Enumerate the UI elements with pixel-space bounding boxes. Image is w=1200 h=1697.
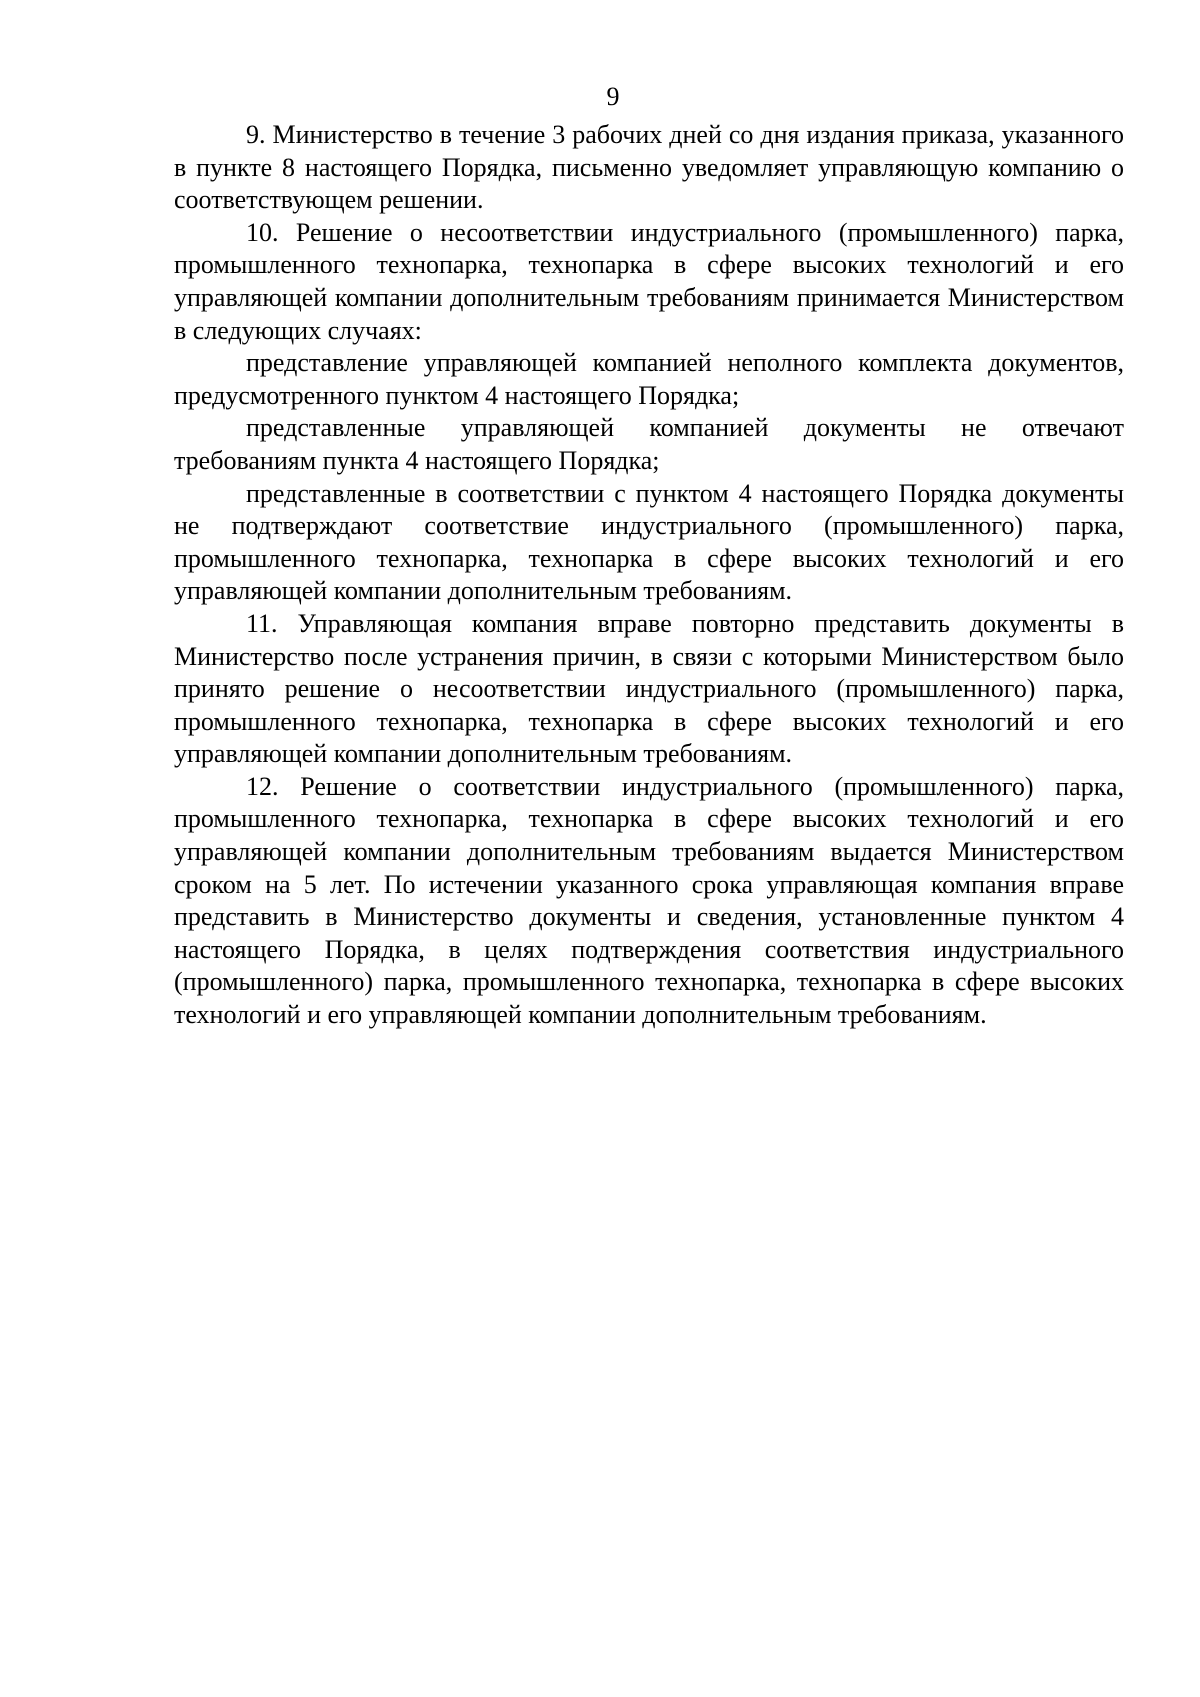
document-body [174,119,1124,1032]
paragraph-10-case-documents-not-confirming: представленные в соответствии с пунктом 4 настоящего Порядка документы не подтверждают соответствие индустриального (промышленного) парка, промышленного технопарка, технопарка в сфере высоких технологий и его управляющей компании дополнительным требованиям. [174,478,1124,606]
paragraph-9: 9. Министерство в течение 3 рабочих дней со дня издания приказа, указанного в пункте 8 настоящего Порядка, письменно уведомляет управляющую компанию о соответствующем решении. [174,120,1124,215]
paragraph-10-case-documents-not-meeting-requirements: представленные управляющей компанией документы не отвечают требованиям пункта 4 настоящего Порядка; [174,413,1124,475]
paragraph-11: 11. Управляющая компания вправе повторно представить документы в Министерство после устранения причин, в связи с которыми Министерством было принято решение о несоответствии индустриального (промышленного) парка, промышленного технопарка, технопарка в сфере высоких технологий и его управляющей компании дополнительным требованиям. [174,608,1124,769]
paragraph-10-case-incomplete-documents: представление управляющей компанией неполного комплекта документов, предусмотренного пунктом 4 настоящего Порядка; [174,348,1124,410]
page-number: 9 [606,82,620,111]
paragraph-12: 12. Решение о соответствии индустриального (промышленного) парка, промышленного технопарка, технопарка в сфере высоких технологий и его управляющей компании дополнительным требованиям выдается Министерством сроком на 5 лет. По истечении указанного срока управляющая компания вправе представить в Министерство документы и сведения, установленные пунктом 4 настоящего Порядка, в целях подтверждения соответствия индустриального (промышленного) парка, промышленного технопарка, технопарка в сфере высоких технологий и его управляющей компании дополнительным требованиям. [174,771,1124,1030]
paragraph-10: 10. Решение о несоответствии индустриального (промышленного) парка, промышленного технопарка, технопарка в сфере высоких технологий и его управляющей компании дополнительным требованиям принимается Министерством в следующих случаях: [174,217,1124,345]
